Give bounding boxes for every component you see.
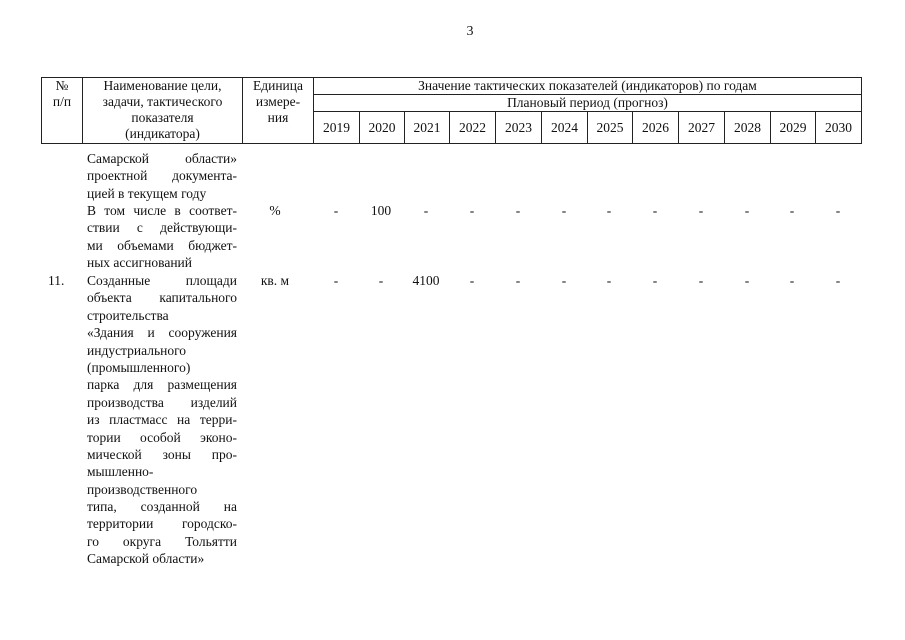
value-2029: - [789,273,795,288]
description-line: цией в текущем году [87,185,207,201]
description-line: проектной документа- [87,168,237,184]
header-year-2030: 2030 [816,112,862,144]
description-line: В том числе в соответ- [87,203,237,218]
description-line: мической зоны про- [87,446,237,462]
value-2028: - [744,273,750,288]
description-line: мышленно- [87,464,154,480]
page-number: 3 [466,24,474,39]
description-line: парка для размещения [87,377,237,393]
value-2025: - [606,273,612,288]
value-2026: - [652,203,658,218]
value-2028: - [744,203,750,218]
description-line: объекта капитального [87,290,237,306]
indicator-description [87,150,237,202]
value-2022: - [469,203,475,218]
header-year-2026: 2026 [633,112,679,144]
description-line: Созданные площади [87,273,237,288]
description-line: ных ассигнований [87,255,192,271]
value-2022: - [469,273,475,288]
value-2030: - [835,203,841,218]
value-2027: - [698,203,704,218]
value-2029: - [789,203,795,218]
header-year-2024: 2024 [542,112,588,144]
header-number: № п/п [52,78,72,109]
description-line: ствии с действующи- [87,220,237,236]
header-period-title: Плановый период (прогноз) [314,95,862,112]
unit-of-measure: % [269,203,281,218]
header-unit: Единица измере- ния [252,78,303,125]
header-year-2019: 2019 [314,112,360,144]
value-2020: - [378,273,384,288]
description-line: «Здания и сооружения [87,325,237,341]
value-2024: - [561,273,567,288]
value-2021: 4100 [412,273,440,288]
description-line: из пластмасс на терри- [87,412,237,428]
description-line: строительства [87,307,169,323]
header-year-2022: 2022 [450,112,496,144]
header-year-2029: 2029 [771,112,816,144]
value-2019: - [333,203,339,218]
row-number: 11. [48,273,65,288]
value-2023: - [515,203,521,218]
description-line: типа, созданной на [87,499,237,515]
value-2026: - [652,273,658,288]
value-2023: - [515,273,521,288]
description-line: ми объемами бюджет- [87,237,237,253]
value-2030: - [835,273,841,288]
description-line: Самарской области» [87,151,237,166]
description-line: тории особой эконо- [87,429,237,445]
header-year-2025: 2025 [588,112,633,144]
indicator-description [87,272,237,568]
description-line: производства изделий [87,394,237,410]
header-values-title: Значение тактических показателей (индикаторов) по годам [314,78,862,95]
indicator-description [87,202,237,272]
header-year-2028: 2028 [725,112,771,144]
value-2021: - [423,203,429,218]
header-year-2027: 2027 [679,112,725,144]
value-2020: 100 [370,203,392,218]
description-line: производственного [87,481,198,497]
header-name: Наименование цели, задачи, тактического показателя (индикатора) [102,78,223,141]
description-line: территории городско- [87,516,237,532]
header-year-2023: 2023 [496,112,542,144]
unit-of-measure: кв. м [260,273,290,288]
description-line: (промышленного) [87,359,191,375]
value-2024: - [561,203,567,218]
description-line: индустриального [87,342,187,358]
value-2019: - [333,273,339,288]
description-line: Самарской области» [87,551,205,567]
description-line: го округа Тольятти [87,533,237,549]
value-2025: - [606,203,612,218]
header-year-2020: 2020 [360,112,405,144]
value-2027: - [698,273,704,288]
header-year-2021: 2021 [405,112,450,144]
